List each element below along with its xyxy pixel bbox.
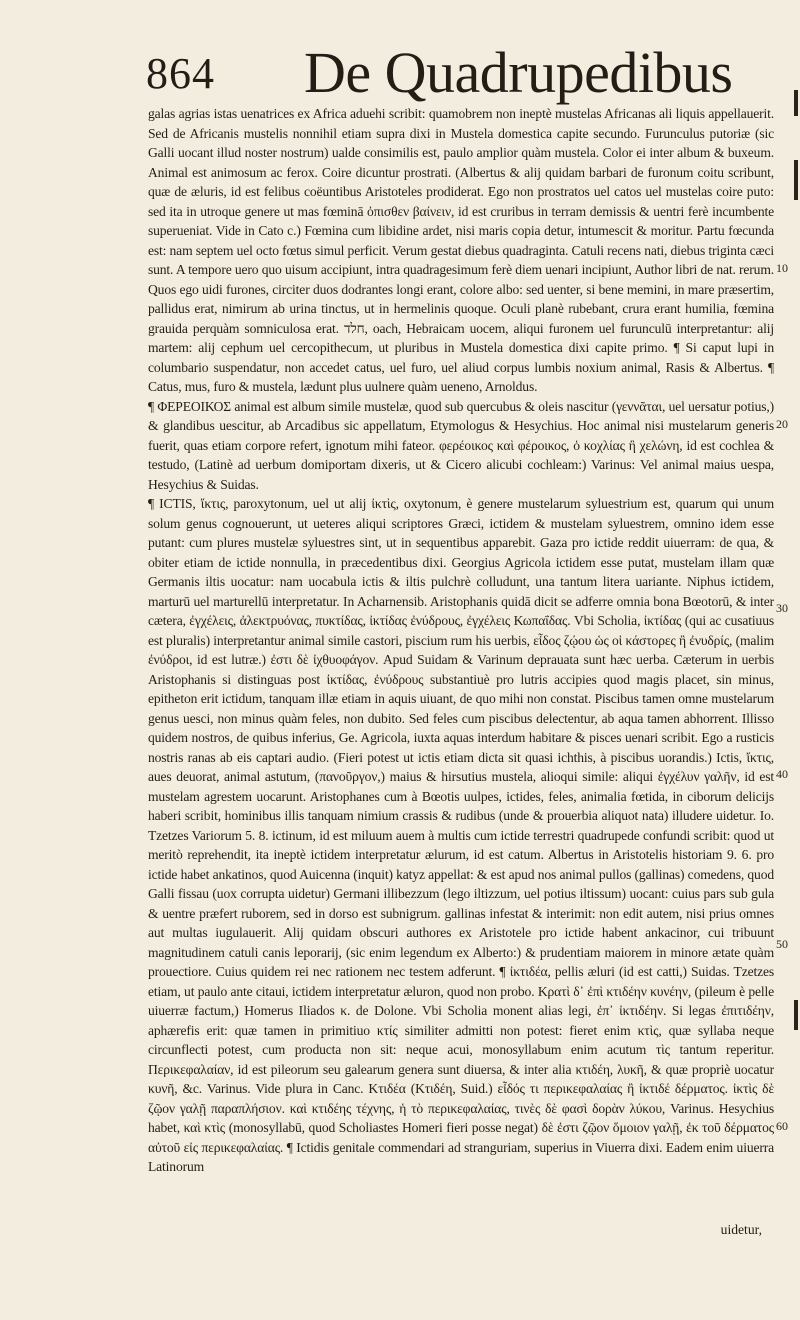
page-header bbox=[0, 40, 800, 106]
margin-line-number: 40 bbox=[776, 767, 788, 781]
folio-number: 864 bbox=[146, 49, 215, 98]
margin-line-number: 50 bbox=[776, 937, 788, 951]
running-title: De Quadrupedibus bbox=[304, 40, 733, 105]
paragraph-phereoikos: ¶ ΦΕΡΕΟΙΚΟΣ animal est album simile mustelæ, quod sub quercubus & oleis nascitur (γεννᾶται, uel uersatur potius,) & glandibus uescitur, ab Arcadibus sic appellatum, Etymologus & Hesychius. Hoc animal nisi mustelarum generis fuerit, quas etiam corpore refert, ignotum mihi fateor. φερέοικος καὶ φέροικος, ὁ κοχλίας ἢ χελώνη, id est cochlea & testudo, (Latinè ad uerbum domiportam dixeris, ut & Cicero alicubi cochleam:) Varinus: Vel animal maius uespa, Hesychius & Suidas. bbox=[148, 398, 774, 492]
margin-line-number: 20 bbox=[776, 417, 788, 431]
edge-tab-mark bbox=[794, 90, 798, 116]
paragraph-furunculus: galas agrias istas uenatrices ex Africa aduehi scribit: quamobrem non ineptè mustelas Africanas ali liquis appellauerit. Sed de Africanis mustelis nonnihil etiam supra dixi in Mustela domestica capite secundo. Furunculus putoriæ (sic Galli uocant illud noster nostrum) ualde consimilis est, paulo amplior quàm mustela. Color ei inter album & buxeum. Animal est animosum ac ferox. Coire dicuntur prostrati. (Albertus & alij quidam barbari de furonum coitu scribunt, quæ de æluris, id est felibus coëuntibus Aristoteles prodiderat. Ego non prostratos uel catos uel mustelas coire puto: sed ita in utroque genere ut mas fœminā ὀπισθεν βαίνειν, id est cruribus in terram demissis & uentri ferè incumbente superueniat. Vide in Cato c.) Fœmina cum libidine ardet, nisi maris copia detur, intumescit & moritur. Partu fœcunda est: nam septem uel octo fœtus simul perficit. Verum gestat diebus quadraginta. Catuli recens nati, diebus triginta cæci sunt. A tempore uero quo uisum accipiunt, intra quadragesimum ferè diem uenari incipiunt, Author libri de nat. rerum. Quos ego uidi furones, circiter duos dodrantes longi erant, colore albo: sed uenter, si bene memini, in mare præsertim, pallidus erat, nimirum ab urina tinctus, ut in hermelinis quoque. Oculi planè rubebant, crura erant humilia, fœmina grauida perquàm somniculosa erat. חלד, oach, Hebraicam uocem, aliqui furonem uel furunculū interpretantur: alij martem: alij cephum uel cercopithecum, ut pluribus in Mustela domestica dixi capite primo. ¶ Si caput lupi in columbario suspendatur, non accedet catus, uel furo, uel aliud corpus lumbis noxium animal, Rasis & Albertus. ¶ Catus, mus, furo & mustela, lædunt plus uulnere quàm ueneno, Arnoldus. bbox=[148, 106, 774, 394]
edge-tab-mark bbox=[794, 160, 798, 200]
catchword: uidetur, bbox=[720, 1222, 762, 1237]
margin-line-number: 60 bbox=[776, 1119, 788, 1133]
margin-line-number: 10 bbox=[776, 261, 788, 275]
body-text bbox=[148, 104, 774, 1177]
paragraph-ictis: ¶ ICTIS, ἴκτις, paroxytonum, uel ut alij ἰκτὶς, oxytonum, è genere mustelarum syluestrium est, quarum qui unum solum genus cognouerunt, ut ueteres aliqui scriptores Græci, ictidem & mustelam syluestrem, omnino idem esse putant: cum plures mustelæ syluestres sint, ut in sequentibus apparebit. Gaza pro ictide reddit uiuerram: de qua, & obiter etiam de ictide nonnulla, in præcedentibus dixi. Georgius Agricola ictidem esse putat, mustelam illam quæ Germanis iltis uocatur: nam uocabula ictis & iltis pulchrè colludunt, una tantum litera uariante. Niphus ictidem, marturū uel marturellū interpretatur. In Acharnensib. Aristophanis quidā dicit se adferre omnia bona Bœotorū, & inter cætera, ἐγχέλεις, ἀλεκτρυόνας, πυκτίδας, ἰκτίδας ἐνύδρους, ἐγχέλεις Κωπαΐδας. Vbi Scholia, ἰκτίδας (qui ac cusatiuus est pluralis) interpretantur animal simile castori, piscium rum his uerbis, εἶδος ζῴου ὡς οἱ κάστορες ἢ ἐνυδρίς, (malim ἐνύδροι, id est lutræ.) ἐστι δὲ ἰχθυοφάγον. Apud Suidam & Varinum deprauata sunt hæc uerba. Cæterum in uerbis Aristophanis si distinguas post ἰκτίδας, ἐνύδρους substantiuè pro lutris accipies quod magis placet, sin minus, epitheton erit ictidum, tanquam illæ etiam in aquis uiuant, de quo mihi non constat. Piscibus tamen omne mustelarum genus uesci, non minus quàm feles, non dubito. Sed feles cum piscibus delectentur, ab aqua tamen abhorrent. Illisso quidem nostros, de quibus inferius, Ge. Agricola, iuxta aquas interdum habitare & pisces uenari scribit. Ego a rusticis nostris ranas ab eis captari audio. (Fieri potest ut ictis etiam dicta sit quasi ichthis, à piscibus uorandis.) Ictis, ἴκτις, aues deuorat, animal astutum, (πανοῦργον,) maius & hirsutius mustela, alioqui simile: aliqui ἐγχέλυν γαλῆν, id est mustelam agrestem uocarunt. Aristophanes cum à Bœotis uulpes, ictides, feles, animalia fœtida, in ciborum delicijs haberi scribit, hominibus illis tanquam nimium crassis & rudibus (unde & prouerbia aliquot nata) illudere uidetur. Io. Tzetzes Variorum 5. 8. ictinum, id est miluum auem à multis cum ictide terrestri quadrupede confundi scribit: quod ut meritò reprehendit, ita ineptè ictidem interpretatur ælurum, id est catum. Albertus in Aristotelis historiam 9. 6. pro ictide habet ankatinos, quod Auicenna (inquit) katyz appellat: & est apud nos animal pullos (gallinas) comedens, quod Galli fissau (uox corrupta uidetur) Germani illibezzum (lego iltizzum, uel potius iltissum) uocant: cuius pars sub gula & uentre præfert ruborem, sed in dorso est subnigrum. gallinas infestat & interimit: non edit autem, nisi prius omnes aut multas iugulauerit. Alij quidam obscuri authores ex Aristotele pro ictide habent ankacinor, cui tribuunt magnitudinem catuli canis leporarij, (sic enim legendum ex Alberto:) & prudentiam maiorem in minore ætate quàm prouectiore. Cuius quidem rei nec rationem nec testem adferunt. ¶ ἰκτιδέα, pellis æluri (id est catti,) Suidas. Tzetzes etiam, ut paulo ante citaui, ictidem interpretatur æluron, quod non probo. Κρατὶ δ᾽ ἐπὶ κτιδέην κυνέην, (pileum è pelle uiuerræ factum,) Homerus Iliados κ. de Dolone. Vbi Scholia monent alias legi, ἐπ᾽ ἰκτιδέην. Si legas ἐπιτιδέην, aphærefis erit: quæ tamen in primitiuo κτίς similiter admitti non potest: fieret enim κτὶς, quæ syllaba neque circunflecti potest, cum producta non sit: neque acui, monosyllabum enim acutum τὶς tantum reperitur. Περικεφαλαίαν, id est pileorum seu galearum genera sunt diuersa, & inter alia κτιδέη, λυκῆ, & quæ propriè uocatur κυνῆ, &c. Varinus. Vide plura in Canc. Κτιδέα (Κτιδέη, Suid.) εἶδός τι περικεφαλαίας ἢ ἰκτιδέ δέρματος. ἰκτὶς δὲ ζῷον γαλῇ παραπλήσιον. καὶ κτιδέης τέχνης, ἡ τὸ περικεφαλαίας, τινὲς δὲ φασὶ δορὰν λύκου, Varinus. Hesychius habet, καὶ κτὶς (monosyllabū, quod Scholiastes Homeri fieri posse negat) δὲ ἐστι ζῷον ὅμοιον γαλῇ, ἐκ τοῦ δέρματος αὐτοῦ εἰς περικεφαλαίας. ¶ Ictidis genitale commendari ad stranguriam, superius in Viuerra dixi. Eadem enim uiuerra Latinorum bbox=[148, 496, 774, 1174]
margin-line-number: 30 bbox=[776, 601, 788, 615]
edge-tab-mark bbox=[794, 1000, 798, 1030]
